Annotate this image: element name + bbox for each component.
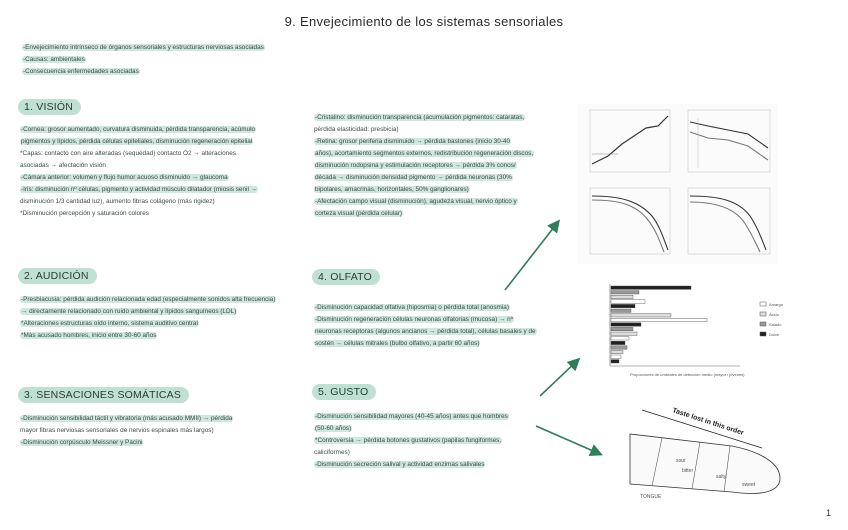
arrow-to-tongue-figure bbox=[536, 426, 600, 454]
cristalino-line: bipolares, amacrinas, horizontales, 50% ganglionares) bbox=[315, 186, 469, 193]
olfaction-bar bbox=[611, 309, 631, 312]
olfaction-bar bbox=[611, 300, 645, 303]
olfaction-bar bbox=[611, 286, 691, 289]
tongue-label: TONGUE bbox=[640, 494, 662, 500]
intro-line: -Consecuencia enfermedades asociadas bbox=[23, 68, 139, 75]
legend-dulce: Dulce bbox=[769, 332, 780, 337]
vision-line: -Cornea: grosor aumentado, curvatura disminuida, pérdida transparencia, acúmulo bbox=[21, 126, 256, 133]
vision-line: *Capas: contacto con aire alteradas (sequedad) contacto O2 → alteraciones bbox=[20, 150, 236, 157]
olfaction-bar bbox=[611, 304, 635, 307]
arrow-to-vision-figure bbox=[505, 222, 558, 290]
tongue-region-sour: sour bbox=[676, 458, 686, 464]
olfaction-bar bbox=[611, 350, 623, 353]
vision-text bbox=[20, 124, 310, 220]
intro-line: -Causas: ambientales bbox=[23, 56, 85, 63]
audicion-text bbox=[20, 294, 320, 342]
cristalino-line: corteza visual (pérdida celular) bbox=[315, 210, 403, 217]
olfaction-bar bbox=[611, 323, 641, 326]
tongue-region-salty: salty bbox=[716, 474, 727, 480]
tongue-caption: Taste lost in this order bbox=[671, 407, 745, 437]
legend-acido: Ácido bbox=[769, 312, 780, 317]
vision-line: -Cámara anterior: volumen y flujo humor acuoso disminuido → glaucoma bbox=[21, 174, 228, 181]
tongue-diagram bbox=[612, 400, 792, 500]
olfaction-bar bbox=[611, 327, 633, 330]
olfaction-bar bbox=[611, 314, 671, 317]
vision-line: disminución 1/3 cantidad luz), aumento fibras colágeno (más rigidez) bbox=[20, 198, 215, 205]
cristalino-line: -Cristalino: disminución transparencia (acumulación pigmentos: cataratas, bbox=[315, 114, 525, 121]
heading-somaticas: 3. SENSACIONES SOMÁTICAS bbox=[18, 387, 189, 403]
olfaction-threshold-chart bbox=[590, 280, 806, 380]
cristalino-line: -Retina: grosor periferia disminuido → pérdida bastones (inicio 30-40 bbox=[315, 138, 511, 145]
cristalino-line: década → disminución densidad pigmento → pérdida neuronas (30% bbox=[315, 174, 512, 181]
tongue-region-bitter: bitter bbox=[682, 468, 694, 474]
audicion-line: *Alteraciones estructuras oído interno, sistema auditivo central bbox=[21, 320, 198, 327]
gusto-line: *Controversia → pérdida botones gustativos (papilas fungiformes, bbox=[315, 437, 502, 444]
olfaction-xlabel: Proporciones de umbrales de detección medio (mayor / jóvenes) bbox=[630, 372, 745, 377]
audicion-line: *Más acusado hombres, inicio entre 30-60 años bbox=[21, 332, 157, 339]
heading-olfato: 4. OLFATO bbox=[312, 269, 380, 285]
vision-aging-plots bbox=[578, 104, 778, 264]
vision-line: pigmentos y lípidos, pérdida células epiteliales, disminución regeneración epitelial bbox=[21, 138, 253, 145]
gusto-line: (50-60 años) bbox=[315, 425, 352, 432]
olfaction-bar bbox=[611, 346, 627, 349]
olfaction-bar bbox=[611, 360, 619, 363]
olfato-line: -Disminución regeneración células neuronas olfatorias (mucosa) → nº bbox=[315, 316, 514, 323]
intro-line: -Envejecimiento intrínseco de órganos sensoriales y estructuras nerviosas asociadas bbox=[23, 44, 264, 51]
somaticas-line: -Disminución sensibilidad táctil y vibratoria (más acusado MMII) → pérdida bbox=[21, 415, 233, 422]
vision-line: -Iris: disminución nº células, pigmento y actividad músculo dilatador (miosis senil → bbox=[21, 186, 258, 193]
heading-gusto: 5. GUSTO bbox=[312, 384, 376, 400]
gusto-line: caliciformes) bbox=[314, 449, 350, 456]
olfato-line: -Disminución capacidad olfativa (hiposmia) o pérdida total (anosmia) bbox=[315, 304, 509, 311]
legend-amargo: Amargo bbox=[769, 302, 784, 307]
page-number: 1 bbox=[825, 508, 831, 518]
olfaction-bar bbox=[611, 332, 637, 335]
olfaction-bar bbox=[611, 337, 629, 340]
cristalino-line: -Afectación campo visual (disminución), agudeza visual, nervio óptico y bbox=[315, 198, 517, 205]
gusto-line: -Disminución sensibilidad mayores (40-45 años) antes que hombres bbox=[315, 413, 508, 420]
intro-block bbox=[22, 42, 322, 78]
olfaction-bar bbox=[611, 355, 621, 358]
arrow-to-olfaction-figure bbox=[540, 360, 578, 396]
audicion-line: -Presbiacusia: pérdida audición relacionada edad (especialmente sonidos alta frecuencia) bbox=[21, 296, 276, 303]
vision-line: asociadas → afectación visión bbox=[20, 162, 106, 169]
page-title: 9. Envejecimiento de los sistemas sensoriales bbox=[284, 14, 564, 29]
olfaction-bar bbox=[611, 291, 639, 294]
cristalino-line: disminución rodopsina y estimulación receptores → pérdida 3% conos/ bbox=[315, 162, 516, 169]
heading-vision: 1. VISIÓN bbox=[18, 99, 81, 115]
somaticas-line: -Disminución corpúsculo Meissner y Pacini bbox=[21, 439, 143, 446]
tongue-region-sweet: sweet bbox=[742, 482, 756, 488]
cristalino-line: pérdida elasticidad: presbicia) bbox=[314, 126, 399, 133]
cristalino-line: años), acortamiento segmentos externos, redistribución regeneración discos, bbox=[315, 150, 534, 157]
gusto-line: -Disminución secreción salival y actividad enzimas salivales bbox=[315, 461, 485, 468]
olfato-line: sostén → células mitrales (bulbo olfativo, a partir 60 años) bbox=[315, 340, 480, 347]
heading-audicion: 2. AUDICIÓN bbox=[18, 268, 97, 284]
olfato-line: neuronas receptoras (algunos ancianos → pérdida total), células basales y de bbox=[315, 328, 536, 335]
olfaction-bar bbox=[611, 318, 707, 321]
plots-background bbox=[578, 104, 778, 264]
somaticas-line: mayor fibras nerviosas sensoriales de nervios espinales más largos) bbox=[20, 427, 214, 434]
olfaction-bar bbox=[611, 341, 625, 344]
vision-line: *Disminución percepción y saturación colores bbox=[20, 210, 149, 217]
legend-salado: Salado bbox=[769, 322, 782, 327]
audicion-line: → directamente relacionado con ruido ambiental y lípidos sanguíneos (LDL) bbox=[21, 308, 237, 315]
olfaction-bar bbox=[611, 295, 633, 298]
somaticas-text bbox=[20, 413, 310, 449]
